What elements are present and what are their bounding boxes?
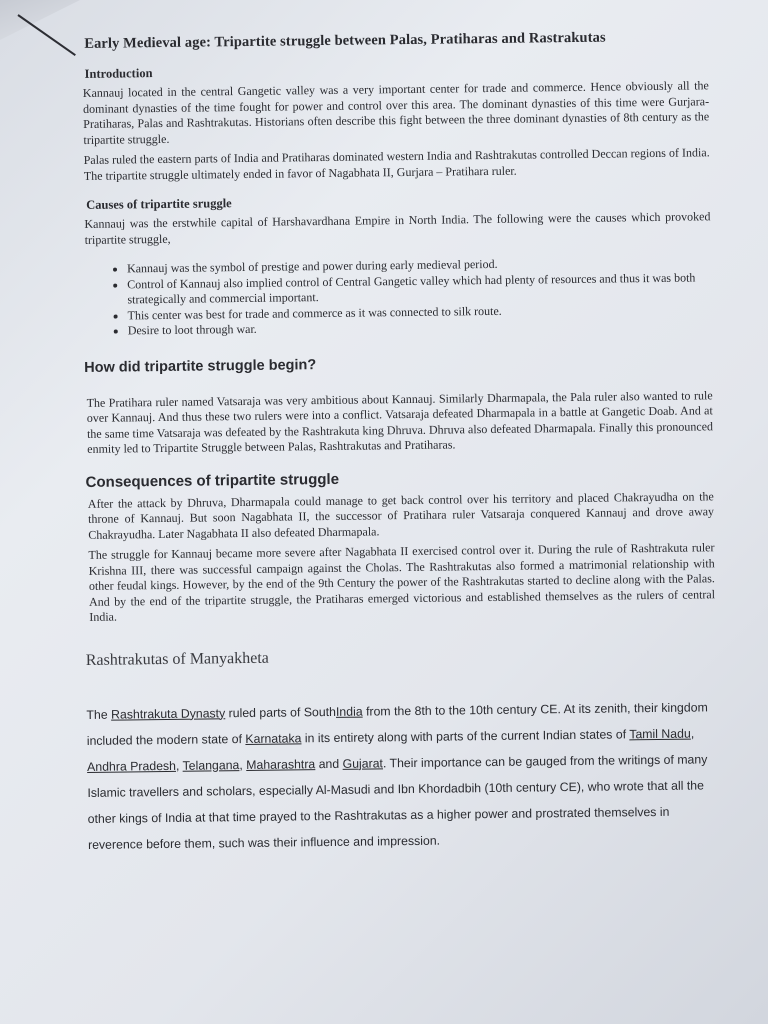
text-run: in its entirety along with parts of the current Indian states of [301,726,630,745]
link-rashtrakuta-dynasty: Rashtrakuta Dynasty [110,705,226,722]
rashtrakutas-heading: Rashtrakutas of Manyakheta [85,649,269,669]
list-item: • Desire to loot through war. [128,316,712,339]
folded-corner [0,0,80,40]
link-karnataka: Karnataka [245,730,302,746]
rashtrakutas-paragraph [86,694,718,858]
text-run: , [175,758,183,773]
text-run: ruled parts of South [225,704,337,720]
consequences-heading: Consequences of tripartite struggle [85,470,340,491]
link-gujarat: Gujarat [342,755,384,771]
link-andhra-pradesh: Andhra Pradesh [87,758,177,774]
list-item: • Kannauj was the symbol of prestige and power during early medieval period. [127,254,711,277]
link-telangana: Telangana [182,757,240,773]
text-run: . Their importance can be gauged from the writings of many Islamic travellers and scholars, especially Al-Masudi and Ibn Khordadbih (10th century CE), who wrote that all the other kings of India at that time prayed to the Rashtrakutas as a higher power and prostrated themselves in reverence before them, such was their influence and impression. [87,751,708,852]
text-run: The [86,707,112,722]
list-item: • Control of Kannauj also implied control of Central Gangetic valley which had plenty of resources and thus it was both strategically and commercial important. [127,270,711,308]
begin-heading: How did tripartite struggle begin? [84,356,317,376]
intro-heading: Introduction [84,66,153,81]
text-run: and [315,756,343,771]
consequences-paragraph-1: After the attack by Dhruva, Dharmapala could manage to get back control over his territory and placed Chakrayudha on the throne of Kannauj. But soon Nagabhata II, the successor of Pratihara ruler Vatsaraja conquered Kannauj and drove away Chakrayudha. Later Nagabhata II also defeated Dharmapala. [87,488,715,542]
link-india: India [335,704,363,719]
causes-paragraph: Kannauj was the erstwhile capital of Harshavardhana Empire in North India. The following were the causes which provoked tripartite struggle, [84,209,711,247]
list-item: • This center was best for trade and commerce as it was connected to silk route. [127,301,711,324]
causes-list [107,254,712,339]
staple-mark [17,14,75,56]
intro-paragraph-2: Palas ruled the eastern parts of India and Pratiharas dominated western India and Rashtrakutas controlled Deccan regions of India. The tripartite struggle ultimately ended in favor of Nagabhata II, Gurjara – Pratihara ruler. [83,145,710,183]
text-run: , [690,726,695,741]
causes-heading: Causes of tripartite sruggle [86,196,232,212]
link-maharashtra: Maharashtra [246,756,316,772]
document-content [78,14,718,857]
page-title: Early Medieval age: Tripartite struggle between Palas, Pratiharas and Rastrakutas [84,29,606,52]
text-run: from the 8th to the 10th century CE. At its zenith, their kingdom included the modern state of [86,699,708,748]
text-run: , [239,757,247,772]
begin-paragraph: The Pratihara ruler named Vatsaraja was very ambitious about Kannauj. Similarly Dharmapala, the Pala ruler also wanted to rule over Kannauj. And thus these two rulers were into a conflict. Vatsaraja defeated Dharmapala in a battle at Gangetic Doab. And at the same time Vatsaraja was defeated by the Rashtrakuta king Dhruva. Dhruva also defeated Dharmapala. Finally this pronounced enmity led to Tripartite Struggle between Palas, Rashtrakutas and Pratiharas. [86,387,714,456]
consequences-paragraph-2: The struggle for Kannauj became more severe after Nagabhata II exercised control over it. During the rule of Rashtrakuta ruler Krishna III, there was successful campaign against the Cholas. The Rashtrakutas also formed a matrimonial relationship with other feudal kings. However, by the end of the 9th Century the power of the Rashtrakutas started to decline along with the Palas. And by the end of the tripartite struggle, the Pratiharas emerged victorious and established themselves as the rulers of central India. [88,540,716,624]
intro-paragraph-1: Kannauj located in the central Gangetic valley was a very important center for trade and commerce. Hence obviously all the dominant dynasties of the time fought for power and control over this area. The dominant dynasties of this time were Gurjara-Pratiharas, Palas and Rashtrakutas. Historians often describe this fight between the three dominant dynasties of 8th century as the tripartite struggle. [82,78,710,147]
link-tamil-nadu: Tamil Nadu [629,726,691,741]
